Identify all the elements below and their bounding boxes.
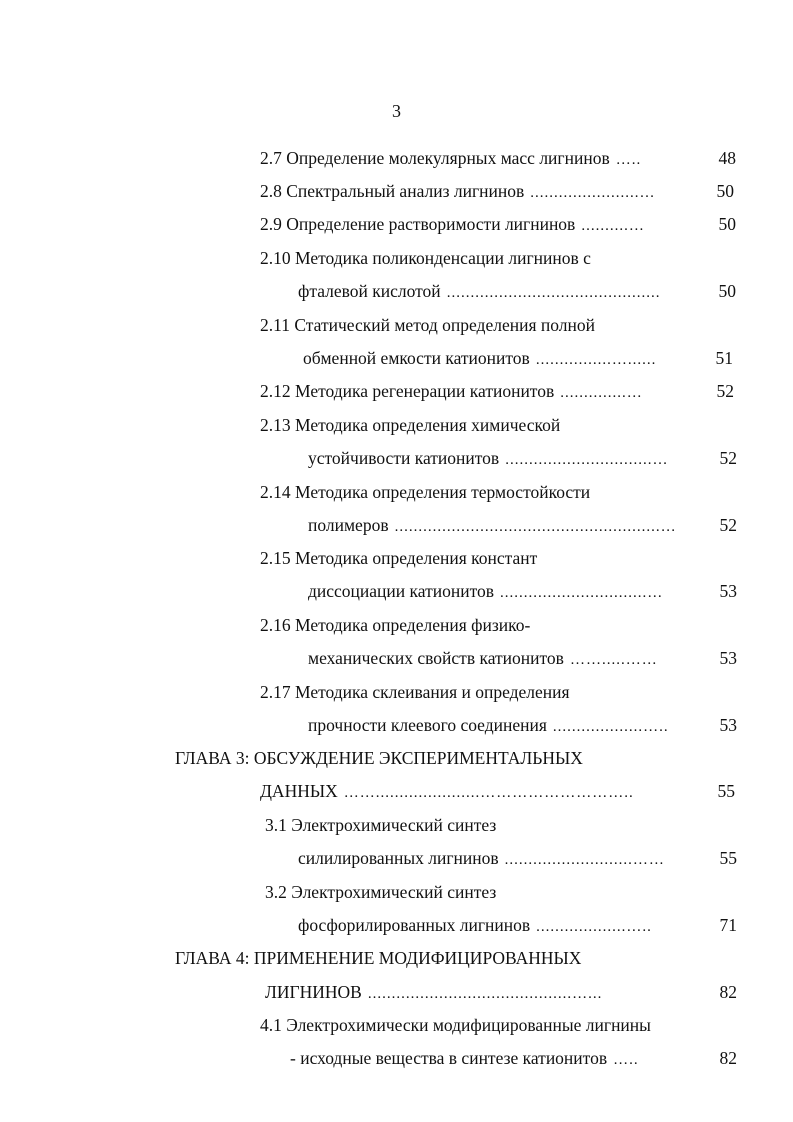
toc-leader: ...............................… [505, 452, 669, 468]
toc-line [265, 812, 685, 838]
toc-page-number: 53 [719, 648, 737, 668]
page-number: 3 [392, 101, 401, 121]
toc-label: силилированных лигнинов [298, 848, 499, 868]
toc-line [260, 178, 670, 204]
toc-label: обменной емкости катионитов [303, 348, 530, 368]
toc-line [308, 578, 674, 604]
toc-label: ГЛАВА 3: ОБСУЖДЕНИЕ ЭКСПЕРИМЕНТАЛЬНЫХ [175, 748, 583, 768]
toc-line [175, 745, 675, 771]
toc-line [260, 1012, 700, 1038]
toc-label: механических свойств катионитов [308, 648, 564, 668]
toc-label: 2.9 Определение растворимости лигнинов [260, 214, 576, 234]
toc-page-number: 52 [716, 381, 734, 401]
toc-label: 3.1 Электрохимический синтез [265, 815, 497, 835]
toc-line [308, 645, 678, 671]
toc-page-number: 50 [718, 281, 736, 301]
toc-line [260, 245, 680, 271]
toc-leader: ...............................… [500, 585, 664, 601]
toc-page-number: 52 [719, 448, 737, 468]
toc-leader: ..........… [581, 218, 645, 234]
toc-page-number: 82 [719, 982, 737, 1002]
toc-leader: ...................….. [552, 719, 669, 735]
toc-label: диссоциации катионитов [308, 581, 494, 601]
toc-label: 2.14 Методика определения термостойкости [260, 482, 591, 502]
toc-label: полимеров [308, 515, 389, 535]
toc-page-number: 50 [716, 181, 734, 201]
toc-line [308, 712, 672, 738]
toc-line [308, 445, 678, 471]
toc-line [298, 912, 668, 938]
toc-label: 2.12 Методика регенерации катионитов [260, 381, 555, 401]
toc-label: 2.11 Статический метод определения полной [260, 315, 595, 335]
toc-leader: ……......................……………………….. [343, 785, 634, 801]
toc-label: - исходные вещества в синтезе катионитов [290, 1048, 608, 1068]
toc-label: 2.10 Методика поликонденсации лигнинов с [260, 248, 591, 268]
toc-label: 2.13 Методика определения химической [260, 415, 561, 435]
toc-label: прочности клеевого соединения [308, 715, 547, 735]
toc-leader: ................…...... [535, 352, 657, 368]
toc-line [265, 879, 685, 905]
toc-line [175, 945, 675, 971]
toc-label: фосфорилированных лигнинов [298, 915, 531, 935]
toc-leader: ….. [613, 1052, 639, 1068]
toc-line [260, 378, 673, 404]
toc-label: ДАННЫХ [260, 781, 338, 801]
toc-leader: …….....…… [569, 652, 658, 668]
toc-line [260, 312, 680, 338]
toc-line [308, 512, 680, 538]
toc-line [298, 845, 672, 871]
toc-label: ГЛАВА 4: ПРИМЕНЕНИЕ МОДИФИЦИРОВАННЫХ [175, 948, 582, 968]
toc-label: 2.15 Методика определения констант [260, 548, 538, 568]
toc-leader: ............................................. [446, 285, 661, 301]
toc-page-number: 82 [719, 1048, 737, 1068]
toc-page-number: 50 [718, 214, 736, 234]
toc-label: 2.8 Спектральный анализ лигнинов [260, 181, 525, 201]
toc-label: ЛИГНИНОВ [265, 982, 362, 1002]
toc-page-number: 53 [719, 581, 737, 601]
toc-page-number: 51 [715, 348, 733, 368]
toc-line [265, 979, 668, 1005]
toc-page-number: 55 [719, 848, 737, 868]
toc-line [260, 679, 680, 705]
toc-line [260, 145, 670, 171]
toc-leader: ........................................................… [394, 519, 677, 535]
toc-leader: ...................….. [536, 919, 652, 935]
toc-label: устойчивости катионитов [308, 448, 500, 468]
toc-line [303, 345, 673, 371]
toc-leader: ..............… [560, 385, 643, 401]
toc-line [298, 278, 672, 304]
toc-line [260, 211, 676, 237]
toc-label: 3.2 Электрохимический синтез [265, 882, 497, 902]
toc-label: 2.16 Методика определения физико- [260, 615, 531, 635]
toc-page-number: 52 [719, 515, 737, 535]
toc-label: 2.7 Определение молекулярных масс лигнинов [260, 148, 610, 168]
toc-line [290, 1045, 670, 1071]
toc-line [260, 412, 680, 438]
toc-page-number: 53 [719, 715, 737, 735]
toc-leader: ...........................................…... [367, 986, 603, 1002]
toc-line [260, 545, 680, 571]
toc-page-number: 48 [718, 148, 736, 168]
toc-line [260, 612, 680, 638]
toc-leader: ...........................…… [504, 852, 665, 868]
toc-leader: ….. [615, 152, 642, 168]
toc-label: 2.17 Методика склеивания и определения [260, 682, 570, 702]
toc-label: фталевой кислотой [298, 281, 441, 301]
toc-line [260, 778, 664, 804]
toc-page-number: 71 [719, 915, 737, 935]
toc-leader: .......................… [530, 185, 656, 201]
toc-label: 4.1 Электрохимически модифицированные лигнины [260, 1015, 651, 1035]
toc-line [260, 479, 680, 505]
toc-page-number: 55 [717, 781, 735, 801]
